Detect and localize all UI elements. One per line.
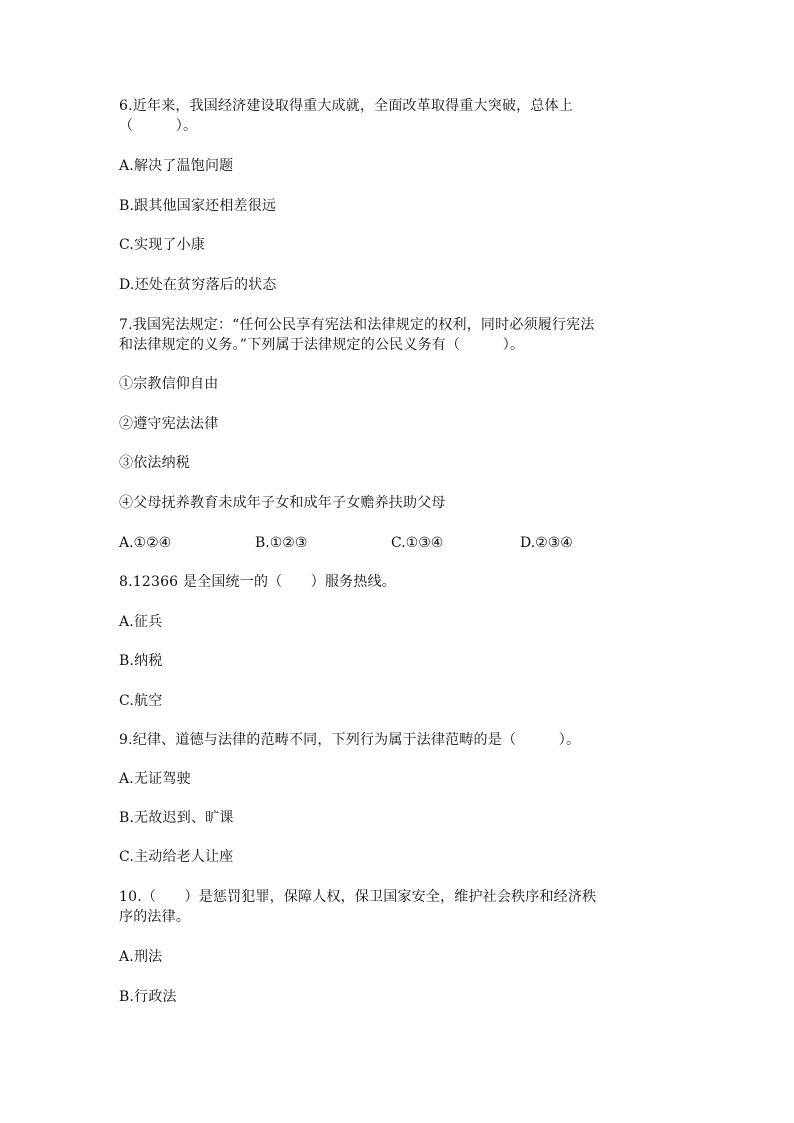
question-9-option-c[interactable]: C.主动给老人让座 bbox=[119, 849, 234, 865]
question-9-option-b[interactable]: B.无故迟到、旷课 bbox=[119, 810, 234, 826]
question-6-option-c[interactable]: C.实现了小康 bbox=[119, 237, 206, 253]
question-7-item-1: ①宗教信仰自由 bbox=[119, 376, 219, 392]
question-9-stem: 9.纪律、道德与法律的范畴不同，下列行为属于法律范畴的是（ ）。 bbox=[119, 732, 581, 748]
question-8-stem: 8.12366 是全国统一的（ ）服务热线。 bbox=[119, 574, 396, 590]
question-7-item-3: ③依法纳税 bbox=[119, 455, 190, 471]
question-8-option-b[interactable]: B.纳税 bbox=[119, 653, 163, 669]
question-7-option-c[interactable]: C.①③④ bbox=[391, 535, 444, 551]
question-7-option-a[interactable]: A.①②④ bbox=[119, 535, 172, 551]
question-10-stem-line-1: 10.（ ）是惩罚犯罪，保障人权，保卫国家安全，维护社会秩序和经济秩 bbox=[119, 889, 597, 905]
question-8-option-c[interactable]: C.航空 bbox=[119, 693, 163, 709]
question-7-option-b[interactable]: B.①②③ bbox=[255, 535, 308, 551]
question-7-options-row bbox=[119, 533, 679, 553]
question-7-item-4: ④父母抚养教育未成年子女和成年子女赡养扶助父母 bbox=[119, 495, 446, 511]
question-7-stem-line-1: 7.我国宪法规定：“任何公民享有宪法和法律规定的权利，同时必须履行宪法 bbox=[119, 317, 595, 333]
question-6-option-d[interactable]: D.还处在贫穷落后的状态 bbox=[119, 277, 277, 293]
question-6-stem-line-1: 6.近年来，我国经济建设取得重大成就，全面改革取得重大突破，总体上 bbox=[119, 98, 573, 114]
question-10-option-b[interactable]: B.行政法 bbox=[119, 989, 177, 1005]
question-7-option-d[interactable]: D.②③④ bbox=[520, 535, 573, 551]
question-7-item-2: ②遵守宪法法律 bbox=[119, 416, 219, 432]
question-7-stem-line-2: 和法律规定的义务。”下列属于法律规定的公民义务有（ ）。 bbox=[119, 337, 525, 353]
question-8-option-a[interactable]: A.征兵 bbox=[119, 614, 163, 630]
question-10-stem-line-2: 序的法律。 bbox=[119, 909, 190, 925]
question-10-option-a[interactable]: A.刑法 bbox=[119, 949, 163, 965]
question-6-stem-line-2: （ ）。 bbox=[119, 118, 198, 134]
question-6-option-a[interactable]: A.解决了温饱问题 bbox=[119, 158, 234, 174]
question-6-option-b[interactable]: B.跟其他国家还相差很远 bbox=[119, 198, 277, 214]
question-9-option-a[interactable]: A.无证驾驶 bbox=[119, 771, 191, 787]
